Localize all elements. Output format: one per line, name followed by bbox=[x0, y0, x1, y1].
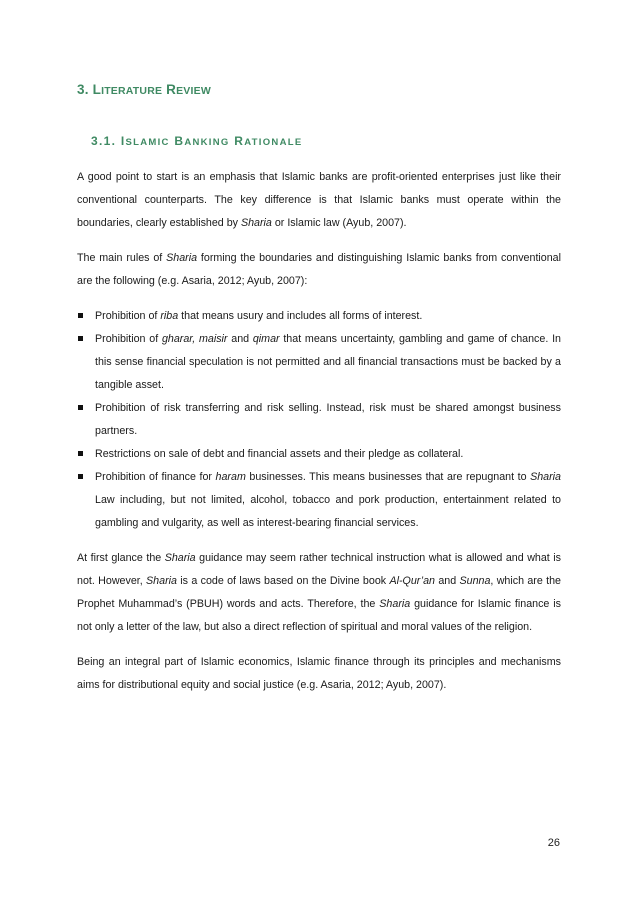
text-run: is a code of laws based on the Divine book bbox=[176, 575, 390, 587]
italic-term: qimar bbox=[252, 333, 280, 345]
section-heading bbox=[77, 82, 211, 97]
italic-term: Sunna bbox=[459, 575, 491, 587]
list-item bbox=[77, 305, 561, 328]
heading-rest: EVIEW bbox=[176, 85, 211, 97]
text-run: The main rules of bbox=[77, 252, 167, 264]
italic-term: Al-Qur’an bbox=[389, 575, 435, 587]
subheading-number: 3.1. bbox=[91, 134, 117, 148]
text-run: Prohibition of bbox=[95, 310, 161, 322]
square-bullet-icon bbox=[78, 336, 83, 341]
list-item bbox=[77, 466, 561, 535]
text-run: Prohibition of risk transferring and risk selling. Instead, risk must be shared amongst business partners. bbox=[95, 402, 561, 437]
list-item bbox=[77, 397, 561, 443]
body-text bbox=[77, 166, 561, 709]
subheading-cap: I bbox=[120, 134, 126, 148]
italic-term: riba bbox=[160, 310, 179, 322]
subheading-rest: SLAMIC bbox=[125, 137, 170, 148]
paragraph-intro bbox=[77, 166, 561, 235]
paragraph-sharia-guidance bbox=[77, 547, 561, 639]
rules-list bbox=[77, 305, 561, 535]
text-run: and bbox=[227, 333, 253, 345]
italic-term: Sharia bbox=[530, 471, 561, 483]
text-run: businesses. This means businesses that are repugnant to bbox=[245, 471, 531, 483]
heading-cap: R bbox=[166, 82, 177, 97]
text-run: Prohibition of finance for bbox=[95, 471, 216, 483]
text-run: At first glance the bbox=[77, 552, 165, 564]
text-run: Law including, but not limited, alcohol, tobacco and pork production, entertainment related to gambling and vulgarity, as well as interest-bearing financial services. bbox=[95, 494, 561, 529]
list-item bbox=[77, 328, 561, 397]
text-run: or Islamic law (Ayub, 2007). bbox=[271, 217, 407, 229]
page-number: 26 bbox=[547, 837, 560, 849]
list-item bbox=[77, 443, 561, 466]
text-run: Being an integral part of Islamic economics, Islamic finance through its principles and mechanisms aims for distributional equity and social justice (e.g. Asaria, 2012; Ayub, 2007). bbox=[77, 656, 561, 691]
italic-term: gharar, maisir bbox=[161, 333, 228, 345]
text-run: that means uncertainty, gambling and game of chance. In this sense financial speculation is not permitted and all financial transactions must be backed by a tangible asset. bbox=[95, 333, 561, 391]
heading-rest: ITERATURE bbox=[101, 85, 163, 97]
subsection-heading bbox=[91, 134, 302, 148]
text-run: and bbox=[435, 575, 460, 587]
square-bullet-icon bbox=[78, 405, 83, 410]
text-run: forming the boundaries and distinguishing Islamic banks from conventional are the following (e.g. Asaria, 2012; Ayub, 2007): bbox=[77, 252, 561, 287]
italic-term: Sharia bbox=[240, 217, 272, 229]
italic-term: Sharia bbox=[379, 598, 411, 610]
text-run: Restrictions on sale of debt and financial assets and their pledge as collateral. bbox=[95, 448, 464, 460]
text-run: guidance for Islamic finance is not only a letter of the law, but also a direct reflection of spiritual and moral values of the religion. bbox=[77, 598, 561, 633]
subheading-rest: ANKING bbox=[184, 137, 230, 148]
square-bullet-icon bbox=[78, 474, 83, 479]
heading-number: 3. bbox=[77, 82, 89, 97]
text-run: guidance may seem rather technical instruction what is allowed and what is not. However, bbox=[77, 552, 562, 587]
italic-term: Sharia bbox=[164, 552, 196, 564]
square-bullet-icon bbox=[78, 451, 83, 456]
italic-term: Sharia bbox=[166, 252, 198, 264]
text-run: that means usury and includes all forms of interest. bbox=[178, 310, 423, 322]
paragraph-main-rules bbox=[77, 247, 561, 293]
italic-term: haram bbox=[215, 471, 246, 483]
heading-cap: L bbox=[92, 82, 102, 97]
italic-term: Sharia bbox=[146, 575, 177, 587]
square-bullet-icon bbox=[78, 313, 83, 318]
subheading-cap: R bbox=[234, 134, 245, 148]
subheading-cap: B bbox=[174, 134, 185, 148]
subheading-rest: ATIONALE bbox=[244, 137, 303, 148]
text-run: A good point to start is an emphasis that Islamic banks are profit-oriented enterprises just like their conventional counterparts. The key difference is that Islamic banks must operate within the boundaries, clearly established by bbox=[77, 171, 561, 229]
paragraph-islamic-economics bbox=[77, 651, 561, 697]
text-run: , which are the Prophet Muhammad’s (PBUH) words and acts. Therefore, the bbox=[77, 575, 561, 610]
text-run: Prohibition of bbox=[95, 333, 162, 345]
